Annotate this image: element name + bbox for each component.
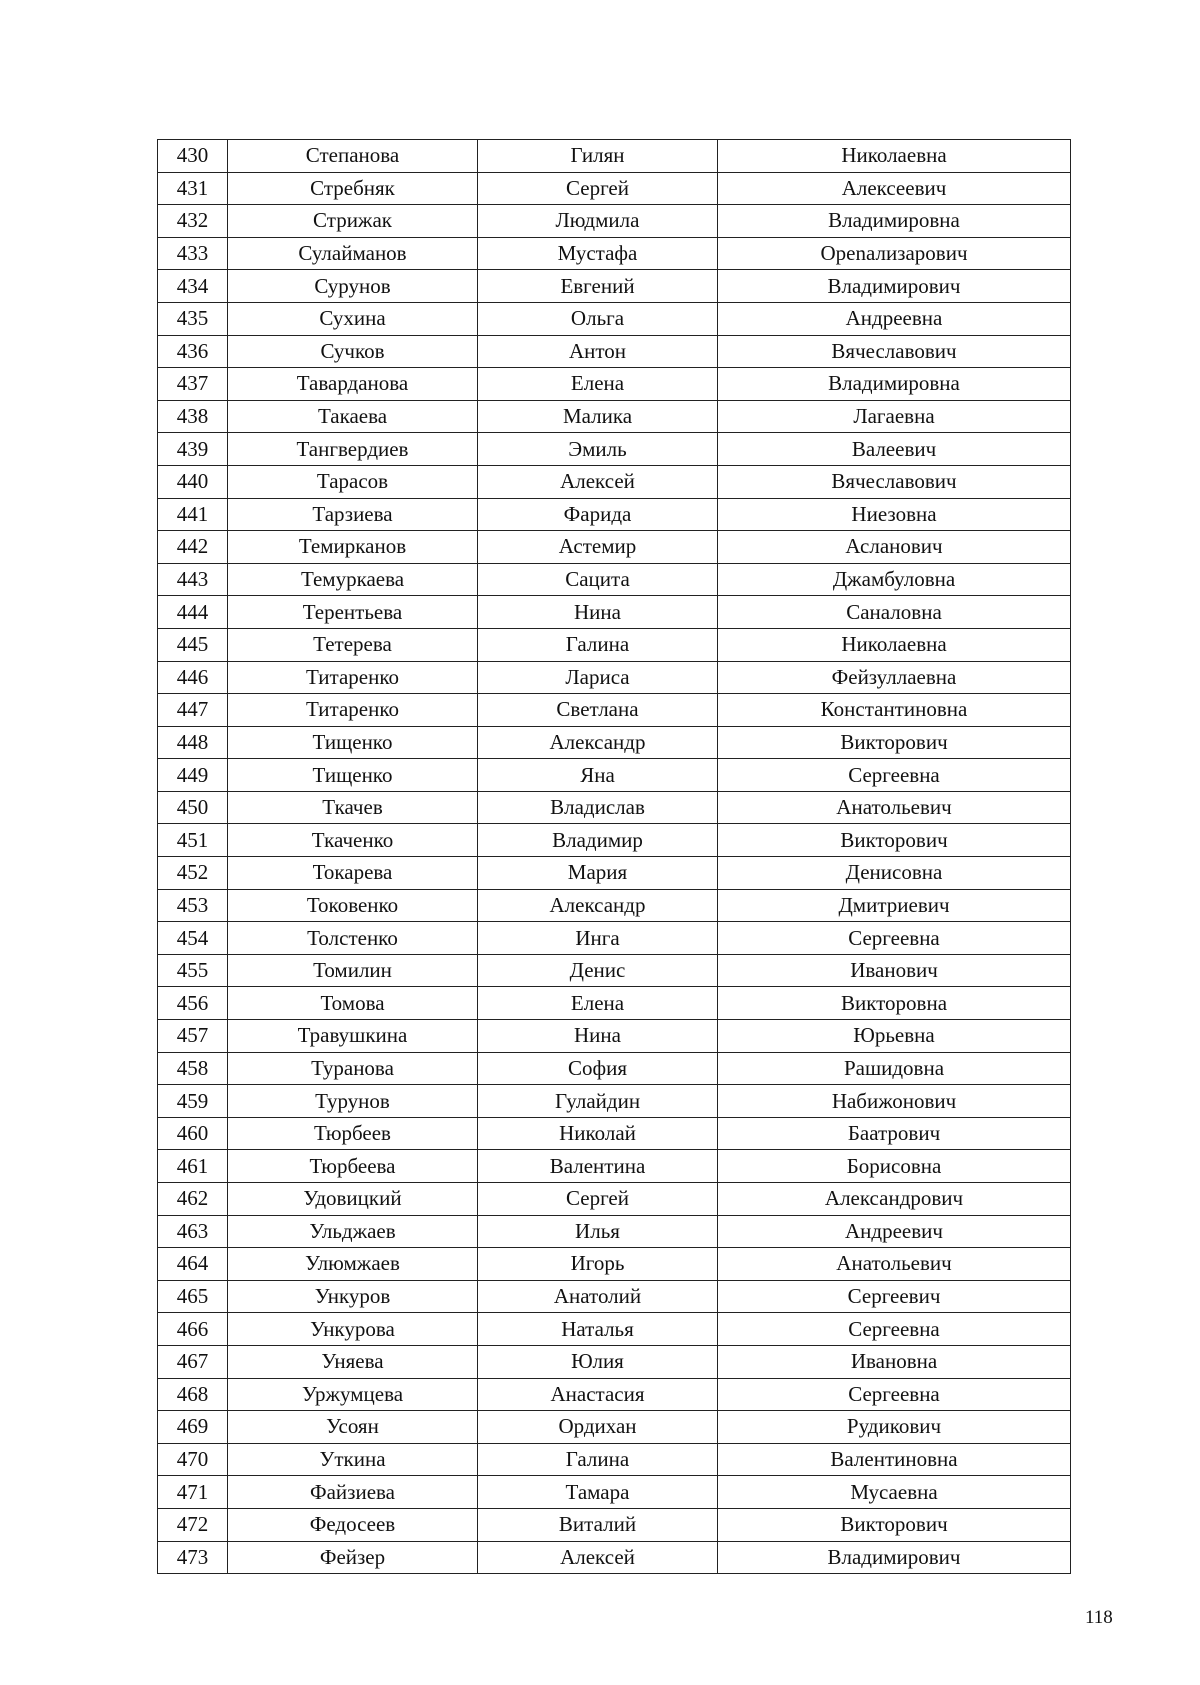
last-name-cell: Ункурова: [228, 1313, 478, 1346]
row-number-cell: 441: [158, 498, 228, 531]
last-name-cell: Тищенко: [228, 759, 478, 792]
patronymic-cell: Мусаевна: [718, 1476, 1071, 1509]
first-name-cell: Елена: [478, 368, 718, 401]
last-name-cell: Таварданова: [228, 368, 478, 401]
row-number-cell: 471: [158, 1476, 228, 1509]
row-number-cell: 473: [158, 1541, 228, 1574]
table-row: [158, 1345, 1071, 1378]
first-name-cell: Наталья: [478, 1313, 718, 1346]
row-number-cell: 453: [158, 889, 228, 922]
patronymic-cell: Владимировна: [718, 368, 1071, 401]
last-name-cell: Такаева: [228, 400, 478, 433]
last-name-cell: Тюрбеев: [228, 1117, 478, 1150]
patronymic-cell: Рашидовна: [718, 1052, 1071, 1085]
patronymic-cell: Валентиновна: [718, 1443, 1071, 1476]
row-number-cell: 448: [158, 726, 228, 759]
table-row: [158, 1476, 1071, 1509]
table-row: [158, 172, 1071, 205]
first-name-cell: Гулайдин: [478, 1085, 718, 1118]
first-name-cell: Юлия: [478, 1345, 718, 1378]
first-name-cell: Алексей: [478, 465, 718, 498]
table-row: [158, 237, 1071, 270]
row-number-cell: 462: [158, 1183, 228, 1216]
last-name-cell: Туранова: [228, 1052, 478, 1085]
patronymic-cell: Константиновна: [718, 694, 1071, 727]
first-name-cell: Галина: [478, 1443, 718, 1476]
patronymic-cell: Андреевич: [718, 1215, 1071, 1248]
last-name-cell: Токарева: [228, 857, 478, 890]
patronymic-cell: Саналовна: [718, 596, 1071, 629]
first-name-cell: Анатолий: [478, 1280, 718, 1313]
row-number-cell: 430: [158, 140, 228, 173]
last-name-cell: Ункуров: [228, 1280, 478, 1313]
last-name-cell: Стребняк: [228, 172, 478, 205]
last-name-cell: Сулайманов: [228, 237, 478, 270]
first-name-cell: Лариса: [478, 661, 718, 694]
table-row: [158, 857, 1071, 890]
last-name-cell: Тетерева: [228, 628, 478, 661]
first-name-cell: Мустафа: [478, 237, 718, 270]
row-number-cell: 439: [158, 433, 228, 466]
table-row: [158, 1248, 1071, 1281]
table-row: [158, 759, 1071, 792]
last-name-cell: Файзиева: [228, 1476, 478, 1509]
row-number-cell: 452: [158, 857, 228, 890]
patronymic-cell: Александрович: [718, 1183, 1071, 1216]
table-row: [158, 987, 1071, 1020]
patronymic-cell: Вячеславович: [718, 335, 1071, 368]
last-name-cell: Темирканов: [228, 531, 478, 564]
table-row: [158, 498, 1071, 531]
first-name-cell: Сергей: [478, 172, 718, 205]
patronymic-cell: Борисовна: [718, 1150, 1071, 1183]
row-number-cell: 464: [158, 1248, 228, 1281]
first-name-cell: Владимир: [478, 824, 718, 857]
last-name-cell: Терентьева: [228, 596, 478, 629]
row-number-cell: 465: [158, 1280, 228, 1313]
patronymic-cell: Денисовна: [718, 857, 1071, 890]
table-row: [158, 1280, 1071, 1313]
row-number-cell: 455: [158, 954, 228, 987]
last-name-cell: Томова: [228, 987, 478, 1020]
table-row: [158, 400, 1071, 433]
last-name-cell: Улюмжаев: [228, 1248, 478, 1281]
row-number-cell: 459: [158, 1085, 228, 1118]
last-name-cell: Степанова: [228, 140, 478, 173]
first-name-cell: Анастасия: [478, 1378, 718, 1411]
patronymic-cell: Ивановна: [718, 1345, 1071, 1378]
table-row: [158, 465, 1071, 498]
first-name-cell: Ордихан: [478, 1411, 718, 1444]
patronymic-cell: Валеевич: [718, 433, 1071, 466]
table-row: [158, 954, 1071, 987]
table-row: [158, 433, 1071, 466]
table-row: [158, 1443, 1071, 1476]
first-name-cell: Александр: [478, 726, 718, 759]
last-name-cell: Темуркаева: [228, 563, 478, 596]
table-row: [158, 1085, 1071, 1118]
first-name-cell: Людмила: [478, 205, 718, 238]
patronymic-cell: Асланович: [718, 531, 1071, 564]
first-name-cell: Нина: [478, 1020, 718, 1053]
patronymic-cell: Николаевна: [718, 140, 1071, 173]
row-number-cell: 446: [158, 661, 228, 694]
table-row: [158, 531, 1071, 564]
first-name-cell: Эмиль: [478, 433, 718, 466]
last-name-cell: Токовенко: [228, 889, 478, 922]
row-number-cell: 467: [158, 1345, 228, 1378]
patronymic-cell: Ниезовна: [718, 498, 1071, 531]
first-name-cell: Виталий: [478, 1508, 718, 1541]
patronymic-cell: Юрьевна: [718, 1020, 1071, 1053]
first-name-cell: Мария: [478, 857, 718, 890]
last-name-cell: Титаренко: [228, 694, 478, 727]
row-number-cell: 470: [158, 1443, 228, 1476]
first-name-cell: Астемир: [478, 531, 718, 564]
patronymic-cell: Владимировна: [718, 205, 1071, 238]
patronymic-cell: Сергеевна: [718, 1313, 1071, 1346]
last-name-cell: Стрижак: [228, 205, 478, 238]
last-name-cell: Тарасов: [228, 465, 478, 498]
table-row: [158, 922, 1071, 955]
patronymic-cell: Андреевна: [718, 302, 1071, 335]
last-name-cell: Фейзер: [228, 1541, 478, 1574]
first-name-cell: Илья: [478, 1215, 718, 1248]
row-number-cell: 433: [158, 237, 228, 270]
table-row: [158, 1117, 1071, 1150]
table-row: [158, 1020, 1071, 1053]
table-row: [158, 1183, 1071, 1216]
last-name-cell: Федосеев: [228, 1508, 478, 1541]
row-number-cell: 434: [158, 270, 228, 303]
patronymic-cell: Набижонович: [718, 1085, 1071, 1118]
first-name-cell: Сергей: [478, 1183, 718, 1216]
table-row: [158, 824, 1071, 857]
first-name-cell: Нина: [478, 596, 718, 629]
row-number-cell: 472: [158, 1508, 228, 1541]
row-number-cell: 458: [158, 1052, 228, 1085]
first-name-cell: Игорь: [478, 1248, 718, 1281]
first-name-cell: Сацита: [478, 563, 718, 596]
patronymic-cell: Openализарович: [718, 237, 1071, 270]
first-name-cell: Николай: [478, 1117, 718, 1150]
row-number-cell: 443: [158, 563, 228, 596]
patronymic-cell: Фейзуллаевна: [718, 661, 1071, 694]
patronymic-cell: Владимирович: [718, 270, 1071, 303]
patronymic-cell: Владимирович: [718, 1541, 1071, 1574]
table-row: [158, 1215, 1071, 1248]
patronymic-cell: Вячеславович: [718, 465, 1071, 498]
row-number-cell: 468: [158, 1378, 228, 1411]
patronymic-cell: Викторовна: [718, 987, 1071, 1020]
row-number-cell: 469: [158, 1411, 228, 1444]
table-row: [158, 335, 1071, 368]
first-name-cell: Владислав: [478, 791, 718, 824]
first-name-cell: София: [478, 1052, 718, 1085]
first-name-cell: Инга: [478, 922, 718, 955]
table-row: [158, 628, 1071, 661]
first-name-cell: Елена: [478, 987, 718, 1020]
table-row: [158, 140, 1071, 173]
first-name-cell: Малика: [478, 400, 718, 433]
table-row: [158, 1378, 1071, 1411]
row-number-cell: 451: [158, 824, 228, 857]
patronymic-cell: Рудикович: [718, 1411, 1071, 1444]
first-name-cell: Яна: [478, 759, 718, 792]
table-row: [158, 563, 1071, 596]
table-row: [158, 889, 1071, 922]
last-name-cell: Усоян: [228, 1411, 478, 1444]
last-name-cell: Травушкина: [228, 1020, 478, 1053]
page-number: 118: [1085, 1607, 1113, 1628]
patronymic-cell: Алексеевич: [718, 172, 1071, 205]
row-number-cell: 460: [158, 1117, 228, 1150]
last-name-cell: Тюрбеева: [228, 1150, 478, 1183]
row-number-cell: 463: [158, 1215, 228, 1248]
first-name-cell: Антон: [478, 335, 718, 368]
row-number-cell: 461: [158, 1150, 228, 1183]
row-number-cell: 449: [158, 759, 228, 792]
table-row: [158, 1313, 1071, 1346]
last-name-cell: Сурунов: [228, 270, 478, 303]
last-name-cell: Ульджаев: [228, 1215, 478, 1248]
table-row: [158, 1052, 1071, 1085]
first-name-cell: Алексей: [478, 1541, 718, 1574]
patronymic-cell: Иванович: [718, 954, 1071, 987]
patronymic-cell: Сергеевна: [718, 759, 1071, 792]
table-row: [158, 726, 1071, 759]
row-number-cell: 445: [158, 628, 228, 661]
row-number-cell: 435: [158, 302, 228, 335]
first-name-cell: Денис: [478, 954, 718, 987]
first-name-cell: Фарида: [478, 498, 718, 531]
first-name-cell: Ольга: [478, 302, 718, 335]
name-list-table: [157, 139, 1071, 1574]
patronymic-cell: Николаевна: [718, 628, 1071, 661]
table-row: [158, 302, 1071, 335]
last-name-cell: Тарзиева: [228, 498, 478, 531]
row-number-cell: 438: [158, 400, 228, 433]
last-name-cell: Ткачев: [228, 791, 478, 824]
first-name-cell: Александр: [478, 889, 718, 922]
first-name-cell: Тамара: [478, 1476, 718, 1509]
patronymic-cell: Сергеевич: [718, 1280, 1071, 1313]
last-name-cell: Толстенко: [228, 922, 478, 955]
first-name-cell: Евгений: [478, 270, 718, 303]
table-row: [158, 368, 1071, 401]
last-name-cell: Ткаченко: [228, 824, 478, 857]
row-number-cell: 431: [158, 172, 228, 205]
last-name-cell: Сучков: [228, 335, 478, 368]
row-number-cell: 437: [158, 368, 228, 401]
first-name-cell: Светлана: [478, 694, 718, 727]
patronymic-cell: Викторович: [718, 726, 1071, 759]
patronymic-cell: Викторович: [718, 824, 1071, 857]
table-row: [158, 270, 1071, 303]
patronymic-cell: Сергеевна: [718, 922, 1071, 955]
first-name-cell: Гилян: [478, 140, 718, 173]
first-name-cell: Валентина: [478, 1150, 718, 1183]
table-row: [158, 1150, 1071, 1183]
first-name-cell: Галина: [478, 628, 718, 661]
row-number-cell: 447: [158, 694, 228, 727]
row-number-cell: 442: [158, 531, 228, 564]
last-name-cell: Титаренко: [228, 661, 478, 694]
table-row: [158, 661, 1071, 694]
last-name-cell: Томилин: [228, 954, 478, 987]
patronymic-cell: Дмитриевич: [718, 889, 1071, 922]
last-name-cell: Сухина: [228, 302, 478, 335]
row-number-cell: 432: [158, 205, 228, 238]
table-row: [158, 694, 1071, 727]
last-name-cell: Турунов: [228, 1085, 478, 1118]
name-list-body: [158, 140, 1071, 1574]
last-name-cell: Удовицкий: [228, 1183, 478, 1216]
patronymic-cell: Лагаевна: [718, 400, 1071, 433]
last-name-cell: Тищенко: [228, 726, 478, 759]
table-row: [158, 1541, 1071, 1574]
row-number-cell: 436: [158, 335, 228, 368]
patronymic-cell: Анатольевич: [718, 1248, 1071, 1281]
table-row: [158, 1411, 1071, 1444]
last-name-cell: Тангвердиев: [228, 433, 478, 466]
row-number-cell: 450: [158, 791, 228, 824]
row-number-cell: 454: [158, 922, 228, 955]
patronymic-cell: Викторович: [718, 1508, 1071, 1541]
row-number-cell: 444: [158, 596, 228, 629]
table-row: [158, 791, 1071, 824]
row-number-cell: 466: [158, 1313, 228, 1346]
last-name-cell: Уткина: [228, 1443, 478, 1476]
row-number-cell: 456: [158, 987, 228, 1020]
patronymic-cell: Баатрович: [718, 1117, 1071, 1150]
row-number-cell: 457: [158, 1020, 228, 1053]
table-row: [158, 205, 1071, 238]
row-number-cell: 440: [158, 465, 228, 498]
patronymic-cell: Анатольевич: [718, 791, 1071, 824]
last-name-cell: Уржумцева: [228, 1378, 478, 1411]
patronymic-cell: Джамбуловна: [718, 563, 1071, 596]
last-name-cell: Уняева: [228, 1345, 478, 1378]
table-row: [158, 596, 1071, 629]
table-row: [158, 1508, 1071, 1541]
patronymic-cell: Сергеевна: [718, 1378, 1071, 1411]
